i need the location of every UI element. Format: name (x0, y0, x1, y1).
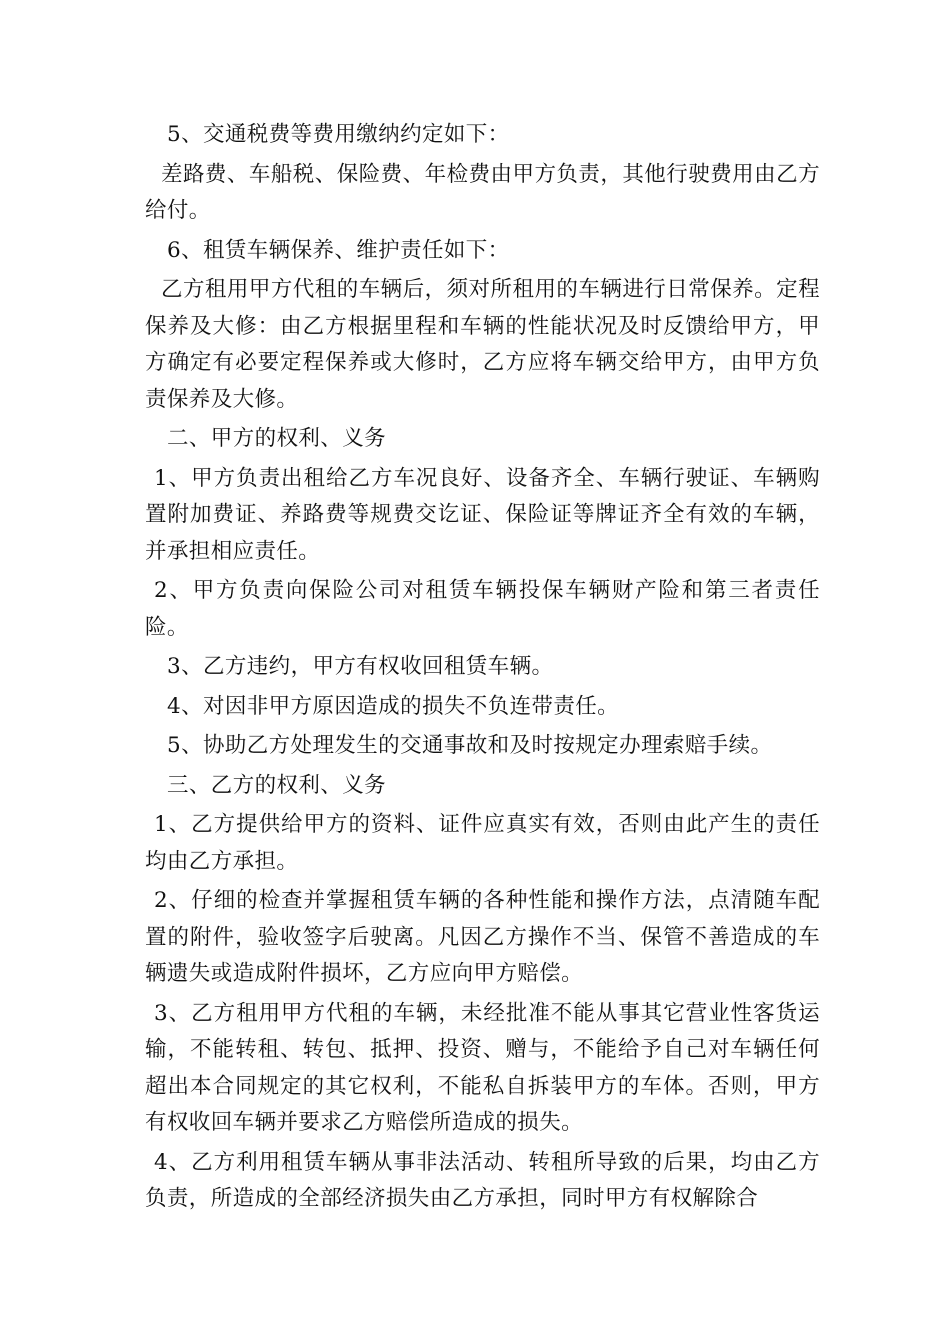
paragraph-party-b-3: 3、乙方租用甲方代租的车辆，未经批准不能从事其它营业性客货运输，不能转租、转包、抵押、投资、赠与，不能给予自己对车辆任何超出本合同规定的其它权利，不能私自拆装甲方的车体。否则，甲方有权收回车辆并要求乙方赔偿所造成的损失。 (145, 1000, 820, 1135)
paragraph-party-a-3: 3、乙方违约，甲方有权收回租赁车辆。 (167, 654, 554, 679)
paragraph-party-b-4: 4、乙方利用租赁车辆从事非法活动、转租所导致的后果，均由乙方负责，所造成的全部经济损失由乙方承担，同时甲方有权解除合 (145, 1149, 820, 1211)
paragraph-party-b-1: 1、乙方提供给甲方的资料、证件应真实有效，否则由此产生的责任均由乙方承担。 (145, 812, 820, 874)
paragraph-clause-6-maintenance: 6、租赁车辆保养、维护责任如下： (167, 237, 510, 263)
paragraph-party-a-1: 1、甲方负责出租给乙方车况良好、设备齐全、车辆行驶证、车辆购置附加费证、养路费等规费交讫证、保险证等牌证齐全有效的车辆，并承担相应责任。 (145, 465, 820, 564)
section-heading-party-b: 三、乙方的权利、义务 (167, 772, 387, 798)
paragraph-party-a-5: 5、协助乙方处理发生的交通事故和及时按规定办理索赔手续。 (167, 733, 773, 758)
paragraph-taxes-detail: 差路费、车船税、保险费、年检费由甲方负责，其他行驶费用由乙方给付。 (145, 161, 820, 223)
paragraph-party-a-4: 4、对因非甲方原因造成的损失不负连带责任。 (167, 693, 620, 719)
section-heading-party-a: 二、甲方的权利、义务 (167, 426, 387, 451)
paragraph-party-a-2: 2、甲方负责向保险公司对租赁车辆投保车辆财产险和第三者责任险。 (145, 578, 820, 640)
paragraph-party-b-2: 2、仔细的检查并掌握租赁车辆的各种性能和操作方法，点清随车配置的附件，验收签字后驶离。凡因乙方操作不当、保管不善造成的车辆遗失或造成附件损坏，乙方应向甲方赔偿。 (145, 888, 820, 986)
paragraph-maintenance-detail: 乙方租用甲方代租的车辆后，须对所租用的车辆进行日常保养。定程保养及大修：由乙方根据里程和车辆的性能状况及时反馈给甲方，甲方确定有必要定程保养或大修时，乙方应将车辆交给甲方，由甲方负责保养及大修。 (145, 277, 820, 412)
document-body (145, 117, 820, 1221)
paragraph-clause-5-taxes: 5、交通税费等费用缴纳约定如下： (167, 122, 510, 147)
